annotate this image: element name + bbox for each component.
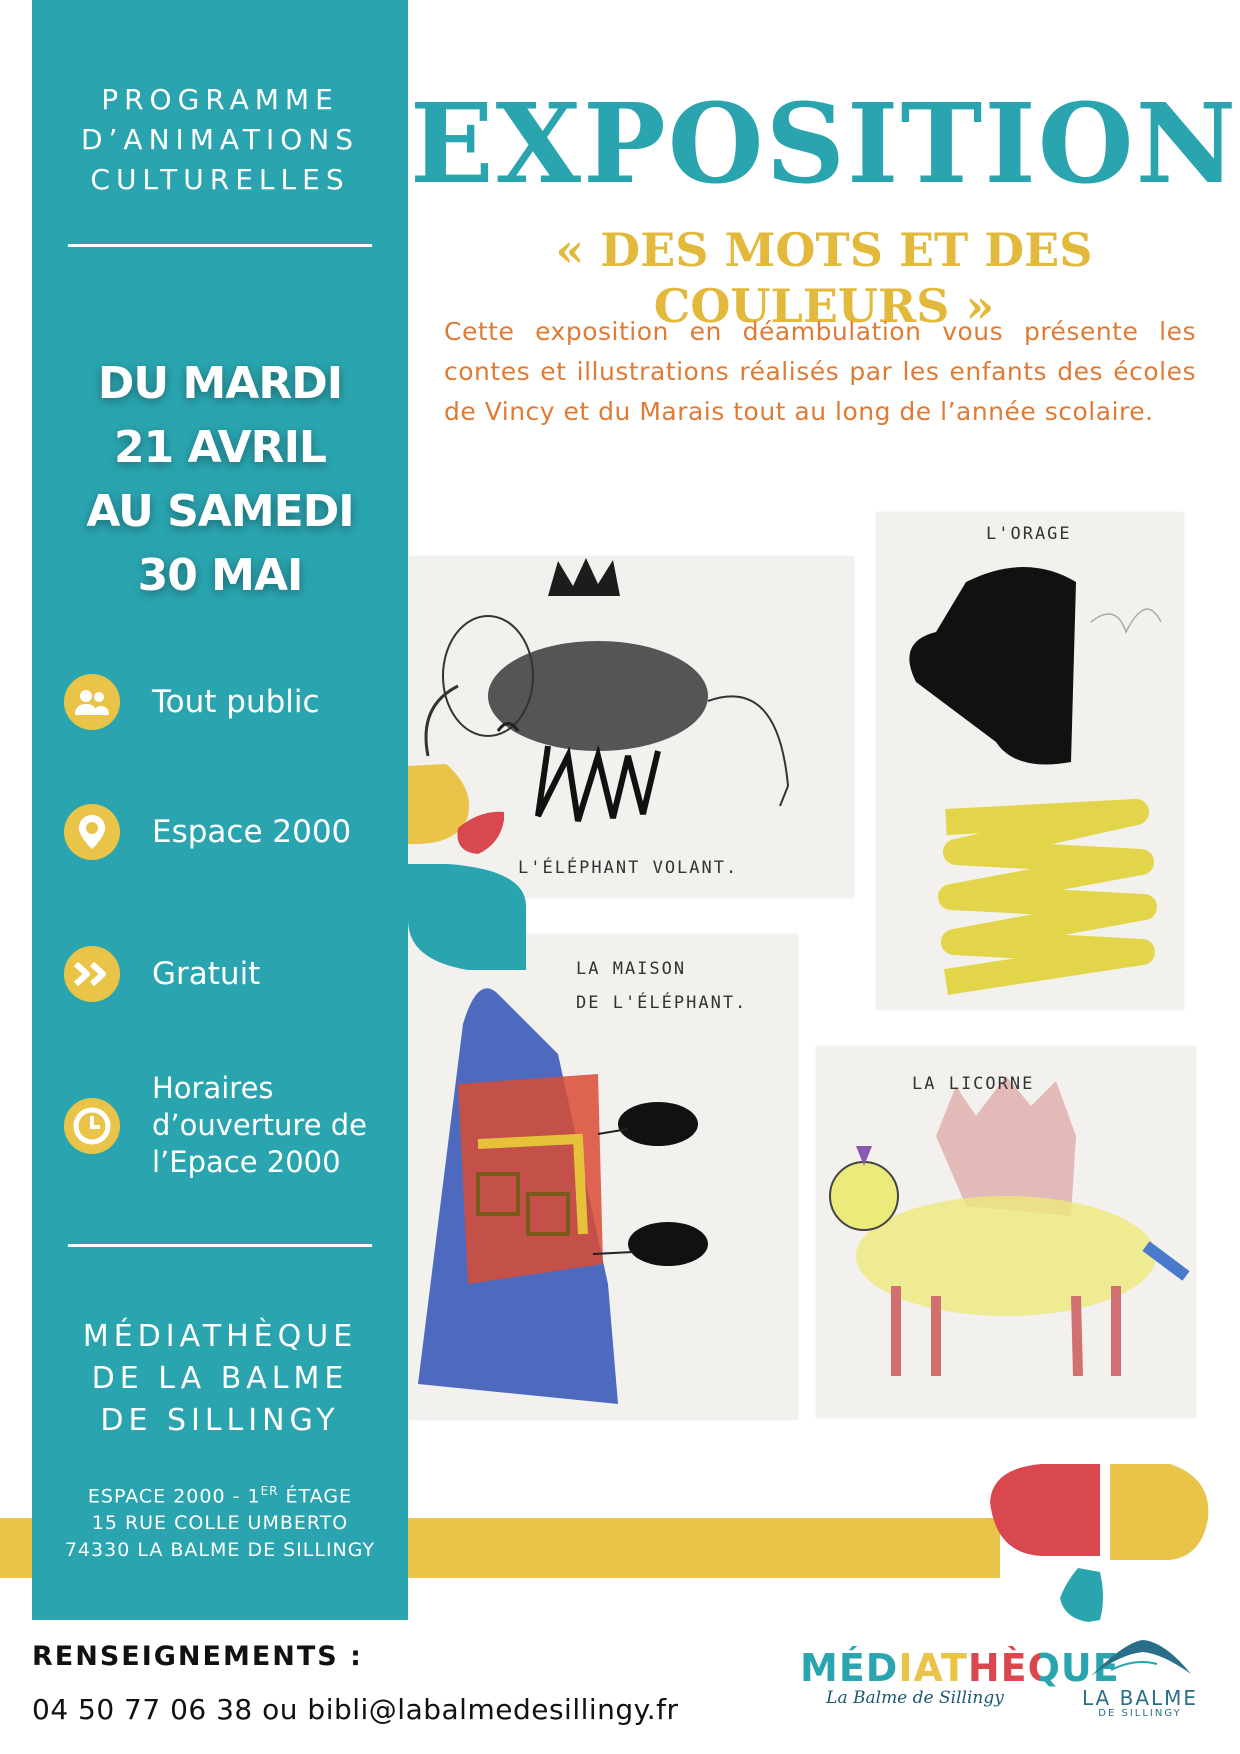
venue-line: MÉDIATHÈQUE [82,1319,358,1354]
info-audience [64,674,404,730]
hours-line: l’Epace 2000 [152,1145,341,1179]
drawing-caption: L'ÉLÉPHANT VOLANT. [518,858,739,878]
drawing-storm [876,512,1184,1010]
date-range [32,352,408,608]
caption-line: LA MAISON [576,959,687,979]
decor-petals-right [982,1460,1212,1630]
balme-name: LA BALME [1081,1686,1199,1710]
people-icon [64,674,120,730]
drawing-caption: LA LICORNE [912,1074,1035,1094]
location-pin-icon [64,804,120,860]
drawing-unicorn [816,1046,1196,1418]
date-line: 21 AVRIL [114,422,326,473]
contact-heading: RENSEIGNEMENTS : [32,1641,363,1672]
info-price [64,946,404,1002]
venue-line: DE SILLINGY [100,1403,340,1438]
hours-line: d’ouverture de [152,1108,368,1142]
date-line: AU SAMEDI [86,486,354,537]
programme-line: CULTURELLES [90,163,350,196]
info-hours-text [152,1070,367,1181]
contact-details: 04 50 77 06 38 ou bibli@labalmedesillingy.fr [32,1693,679,1726]
page-subtitle: « DES MOTS ET DES COULEURS » [555,223,1093,333]
logo-word [800,1646,1120,1690]
drawing-elephant-house [408,934,798,1420]
date-line: DU MARDI [97,358,343,409]
venue-address [32,1478,408,1564]
decor-petals-left [408,760,528,970]
mountain-icon [1085,1636,1195,1680]
info-price-text: Gratuit [152,956,261,992]
divider [68,1244,372,1247]
address-line: 15 RUE COLLE UMBERTO [91,1512,349,1535]
logo-subtitle: La Balme de Sillingy [826,1688,1004,1708]
drawing-caption [576,952,747,1020]
address-floor-suffix: ÉTAGE [278,1485,353,1508]
venue-line: DE LA BALME [91,1361,349,1396]
mediatheque-logo [800,1646,1120,1708]
info-location-text: Espace 2000 [152,814,352,850]
programme-line: PROGRAMME [101,83,339,116]
info-hours [64,1070,404,1181]
programme-heading [32,80,408,200]
info-location [64,804,404,860]
double-chevron-icon [64,946,120,1002]
venue-name [32,1316,408,1442]
address-line: 74330 LA BALME DE SILLINGY [64,1539,376,1562]
balme-logo [1070,1636,1210,1719]
yellow-band [0,1518,32,1578]
address-line [32,1478,408,1510]
balme-subtitle: DE SILLINGY [1098,1708,1182,1719]
hours-line: Horaires [152,1071,274,1105]
address-floor-sup: ER [260,1484,279,1498]
yellow-band [408,1518,1000,1578]
address-floor: ESPACE 2000 - 1 [87,1485,261,1508]
logo-word-text: MÉDIATHÈQUE [800,1646,1120,1690]
caption-line: DE L'ÉLÉPHANT. [576,993,748,1013]
info-audience-text: Tout public [152,684,320,720]
intro-paragraph: Cette exposition en déambulation vous présente les contes et illustrations réalisés par les enfants des écoles de Vincy et du Marais tout au long de l’année scolaire. [444,317,1196,426]
divider [68,244,372,247]
date-line: 30 MAI [137,550,303,601]
programme-line: D’ANIMATIONS [80,123,360,156]
page-title: EXPOSITION [409,79,1239,208]
sidebar-panel [32,0,408,1620]
drawing-caption: L'ORAGE [986,524,1072,544]
clock-icon [64,1098,120,1154]
